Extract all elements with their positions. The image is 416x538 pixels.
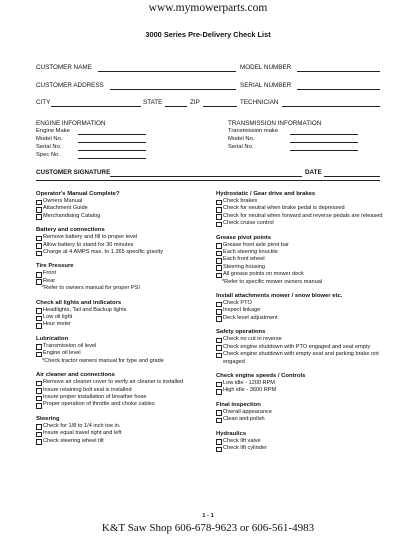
checklist-item xyxy=(36,249,216,256)
checklist-item-label: Clean and polish xyxy=(223,416,265,423)
checklist-item xyxy=(36,307,216,314)
checklist-item xyxy=(216,438,396,445)
checklist-section xyxy=(216,328,396,366)
checkbox[interactable] xyxy=(36,243,42,249)
checkbox[interactable] xyxy=(36,388,42,394)
checkbox[interactable] xyxy=(36,214,42,220)
checklist-section xyxy=(36,335,216,365)
technician-label: TECHNICIAN xyxy=(240,99,279,106)
section-title: Safety operations xyxy=(216,329,266,336)
checkbox[interactable] xyxy=(216,273,222,279)
checklist-item xyxy=(216,220,396,227)
section-title: Hydrostatic / Gear drive and brakes xyxy=(216,191,316,197)
checklist-item-label: Check PTO xyxy=(223,300,252,307)
checklist-item xyxy=(216,344,396,351)
checklist-section xyxy=(216,430,396,453)
section-title: Tire Pressure xyxy=(36,263,74,270)
engine-info-title: ENGINE INFORMATION xyxy=(36,120,106,127)
checkbox[interactable] xyxy=(216,353,222,359)
customer-signature-label: CUSTOMER SIGNATURE xyxy=(36,169,111,176)
checklist-section xyxy=(216,234,396,286)
checkbox[interactable] xyxy=(216,345,222,351)
checklist-item xyxy=(216,205,396,212)
section-title: Check all lights and indicators xyxy=(36,299,122,306)
checkbox[interactable] xyxy=(36,323,42,329)
customer-address-label: CUSTOMER ADDRESS xyxy=(36,82,104,89)
checkbox[interactable] xyxy=(36,272,42,278)
checklist-item xyxy=(216,336,396,343)
checklist-item-label: Check steering wheel tilt xyxy=(43,437,104,444)
engine-model-line xyxy=(78,142,146,143)
checkbox[interactable] xyxy=(216,258,222,264)
checklist-section xyxy=(36,190,216,220)
checklist-item-label: Check engine shutdown with empty seat and parking brake not engaged xyxy=(223,351,379,365)
checklist-item xyxy=(36,213,216,220)
checklist-item xyxy=(36,205,216,212)
engine-make-line xyxy=(78,134,146,135)
checklist-item-label: All grease points on mower deck xyxy=(223,271,304,278)
checklist-item-label: Grease front axle pivot bar xyxy=(223,241,289,248)
checklist-item-label: Insure retaining bolt seal is installed xyxy=(43,386,132,393)
engine-serial-label: Serial No. xyxy=(36,144,62,150)
checklist-item-label: Each front wheel xyxy=(223,256,265,263)
signature-divider xyxy=(36,180,380,181)
checkbox[interactable] xyxy=(36,279,42,285)
checklist-item-label: Check cruise control xyxy=(223,220,274,227)
checklist-section xyxy=(36,415,216,445)
checklist-item-label: Charge at 4 AMPS max. to 1.265 specific gravity xyxy=(43,249,164,256)
checklist-section xyxy=(36,262,216,292)
checklist-item-label: Check brakes xyxy=(223,198,258,204)
checklist-section xyxy=(36,371,216,409)
transmission-model-label: Model No. xyxy=(228,136,255,142)
engine-serial-line xyxy=(78,150,146,151)
transmission-make-line xyxy=(290,134,358,135)
checklist-item xyxy=(36,423,216,430)
page-number: 1 - 1 xyxy=(202,513,214,519)
customer-signature-line xyxy=(110,176,302,177)
checklist-item xyxy=(36,278,216,285)
checkbox[interactable] xyxy=(216,222,222,228)
model-number-label: MODEL NUMBER xyxy=(240,64,292,71)
transmission-make-label: Transmission make xyxy=(228,128,279,134)
date-label: DATE xyxy=(305,169,322,176)
engine-spec-line xyxy=(78,158,146,159)
checklist-item xyxy=(36,314,216,321)
section-title: Battery and connections xyxy=(36,227,105,234)
checklist-item-label: Inspect linkage xyxy=(223,307,261,314)
serial-number-line xyxy=(297,89,380,90)
checkbox[interactable] xyxy=(216,439,222,445)
checklist-section xyxy=(216,292,396,322)
section-title: Grease pivot points xyxy=(216,234,271,241)
section-note: *Refer to owners manual for proper PSI xyxy=(42,285,140,292)
checkbox[interactable] xyxy=(36,200,42,206)
checklist-item xyxy=(216,198,396,205)
checklist-item xyxy=(36,321,216,328)
section-title: Operator's Manual Complete? xyxy=(36,191,120,197)
transmission-serial-label: Serial No. xyxy=(228,144,254,150)
checklist-item-label: Check no cut in reverse xyxy=(223,336,282,343)
checklist-item-label: Each steering knuckle xyxy=(223,249,278,256)
checkbox[interactable] xyxy=(216,200,222,206)
checkbox[interactable] xyxy=(216,243,222,249)
checklist-item-label: Remove air cleaner cover to verify air cleaner is installed xyxy=(43,379,184,386)
checklist-item-label: Hour meter xyxy=(43,321,71,328)
checklist-item xyxy=(36,379,216,386)
state-line xyxy=(165,106,187,107)
checkbox[interactable] xyxy=(216,265,222,271)
customer-name-label: CUSTOMER NAME xyxy=(36,64,92,71)
checklist-item xyxy=(216,351,396,366)
checklist-section xyxy=(36,226,216,256)
checklist-item xyxy=(216,242,396,249)
state-label: STATE xyxy=(143,99,163,106)
checklist-item xyxy=(36,234,216,241)
checklist-item-label: Merchandising Catalog xyxy=(43,212,101,219)
checklist-section xyxy=(216,190,396,228)
checklist-item-label: Front xyxy=(43,270,57,277)
checklist-item xyxy=(36,270,216,277)
checkbox[interactable] xyxy=(216,309,222,315)
checkbox[interactable] xyxy=(216,207,222,213)
checklist-item-label: Insure equal travel right and left xyxy=(43,430,122,437)
checklist-section xyxy=(36,299,216,329)
checkbox[interactable] xyxy=(36,424,42,430)
checkbox[interactable] xyxy=(36,381,42,387)
checkbox[interactable] xyxy=(216,251,222,257)
checklist-item-label: Check for 1/8 to 1/4 inch toe in. xyxy=(43,422,121,429)
section-title: Hydraulics xyxy=(216,430,247,437)
checklist-item xyxy=(216,315,396,322)
checklist-item xyxy=(36,430,216,437)
checklist-item-label: Headlights, Tail and Backup lights xyxy=(43,306,127,313)
checklist-item-label: High idle - 3600 RPM xyxy=(223,387,277,394)
section-title: Check engine speeds / Controls xyxy=(216,372,306,379)
checklist-left-column xyxy=(36,190,216,445)
section-title: Lubrication xyxy=(36,335,69,342)
checkbox[interactable] xyxy=(36,251,42,257)
city-label: CITY xyxy=(36,99,51,106)
section-note: *Check tractor owners manual for type and grade xyxy=(42,357,164,364)
checkbox[interactable] xyxy=(216,316,222,322)
checkbox[interactable] xyxy=(36,316,42,322)
checkbox[interactable] xyxy=(216,389,222,395)
checkbox[interactable] xyxy=(216,418,222,424)
checkbox[interactable] xyxy=(216,447,222,453)
engine-make-label: Engine Make xyxy=(36,128,70,134)
checklist-right-column xyxy=(216,190,396,452)
zip-label: ZIP xyxy=(190,99,200,106)
checklist-item xyxy=(216,445,396,452)
checklist-item xyxy=(36,242,216,249)
checklist-item-label: Transmission oil level xyxy=(43,342,97,349)
checkbox[interactable] xyxy=(36,403,42,409)
technician-line xyxy=(282,106,380,107)
section-title: Air cleaner and connections xyxy=(36,372,115,379)
customer-address-line xyxy=(110,89,236,90)
checklist-item-label: Steering housing xyxy=(223,263,265,270)
checklist-item xyxy=(216,300,396,307)
checkbox[interactable] xyxy=(216,410,222,416)
checkbox[interactable] xyxy=(216,214,222,220)
checkbox[interactable] xyxy=(36,308,42,314)
checkbox[interactable] xyxy=(36,352,42,358)
serial-number-label: SERIAL NUMBER xyxy=(240,82,292,89)
checkbox[interactable] xyxy=(216,302,222,308)
checklist-section xyxy=(216,372,396,395)
checklist-item xyxy=(216,264,396,271)
transmission-model-line xyxy=(290,142,358,143)
checklist-item-label: Check lift cylinder xyxy=(223,444,267,451)
checklist-item-label: Low oil light xyxy=(43,314,73,321)
checklist-item-label: Check for neutral when brake pedal is depressed xyxy=(223,205,345,212)
checkbox[interactable] xyxy=(216,382,222,388)
checklist-item-label: Rear xyxy=(43,277,56,284)
section-note: *Refer to specific mower owners manual xyxy=(222,278,323,285)
section-title: Final inspection xyxy=(216,401,261,408)
checklist-item xyxy=(216,213,396,220)
customer-name-line xyxy=(98,71,236,72)
checklist-item xyxy=(36,387,216,394)
checklist-item-label: Allow battery to stand for 30 minutes xyxy=(43,241,134,248)
checklist-item-label: Deck level adjustment xyxy=(223,314,278,321)
checklist-item xyxy=(36,350,216,357)
checklist-item-label: Remove battery and fill to proper level xyxy=(43,234,138,241)
section-title: Steering xyxy=(36,415,60,422)
checklist-item xyxy=(36,401,216,408)
engine-model-label: Model No. xyxy=(36,136,63,142)
footer-contact: K&T Saw Shop 606-678-9623 or 606-561-4983 xyxy=(101,522,315,534)
checkbox[interactable] xyxy=(216,338,222,344)
checklist-item-label: Engine oil level xyxy=(43,350,81,357)
checklist-item xyxy=(216,256,396,263)
checklist-item xyxy=(216,271,396,278)
checklist-item xyxy=(36,343,216,350)
checklist-item-label: Check engine shutdown with PTO engaged and seat empty xyxy=(223,343,371,350)
checklist-item-label: Owners Manual xyxy=(43,198,83,204)
engine-spec-label: Spec No. xyxy=(36,152,60,158)
checklist-item xyxy=(216,409,396,416)
checklist-item xyxy=(216,387,396,394)
checklist-item-label: Proper operation of throttle and choke cables xyxy=(43,401,155,408)
checkbox[interactable] xyxy=(36,344,42,350)
checklist-item xyxy=(36,438,216,445)
checklist-item xyxy=(216,380,396,387)
date-line xyxy=(324,176,380,177)
checklist-section xyxy=(216,401,396,424)
checklist-item xyxy=(36,198,216,205)
checklist-item xyxy=(216,307,396,314)
checklist-item-label: Overall appearance xyxy=(223,408,272,415)
checklist-item xyxy=(216,249,396,256)
checkbox[interactable] xyxy=(36,439,42,445)
site-url: www.mymowerparts.com xyxy=(148,2,268,14)
checkbox[interactable] xyxy=(36,236,42,242)
checklist-item xyxy=(36,394,216,401)
page-title: 3000 Series Pre-Delivery Check List xyxy=(145,30,271,39)
checklist-item-label: Check lift valve xyxy=(223,437,261,444)
checklist-item-label: Low idle - 1200 RPM xyxy=(223,379,275,386)
checklist-item-label: Check for neutral when forward and reverse pedals are released xyxy=(223,212,383,219)
checklist-item-label: Attachment Guide xyxy=(43,205,88,212)
zip-line xyxy=(203,106,237,107)
checkbox[interactable] xyxy=(36,432,42,438)
checkbox[interactable] xyxy=(36,396,42,402)
section-title: Install attachments mower / snow blower etc. xyxy=(216,293,343,300)
city-line xyxy=(51,106,141,107)
model-number-line xyxy=(297,71,380,72)
checklist-item xyxy=(216,416,396,423)
checkbox[interactable] xyxy=(36,207,42,213)
checklist-item-label: Insure proper installation of breather hose xyxy=(43,393,147,400)
transmission-info-title: TRANSMISSION INFORMATION xyxy=(228,120,322,127)
transmission-serial-line xyxy=(290,150,358,151)
